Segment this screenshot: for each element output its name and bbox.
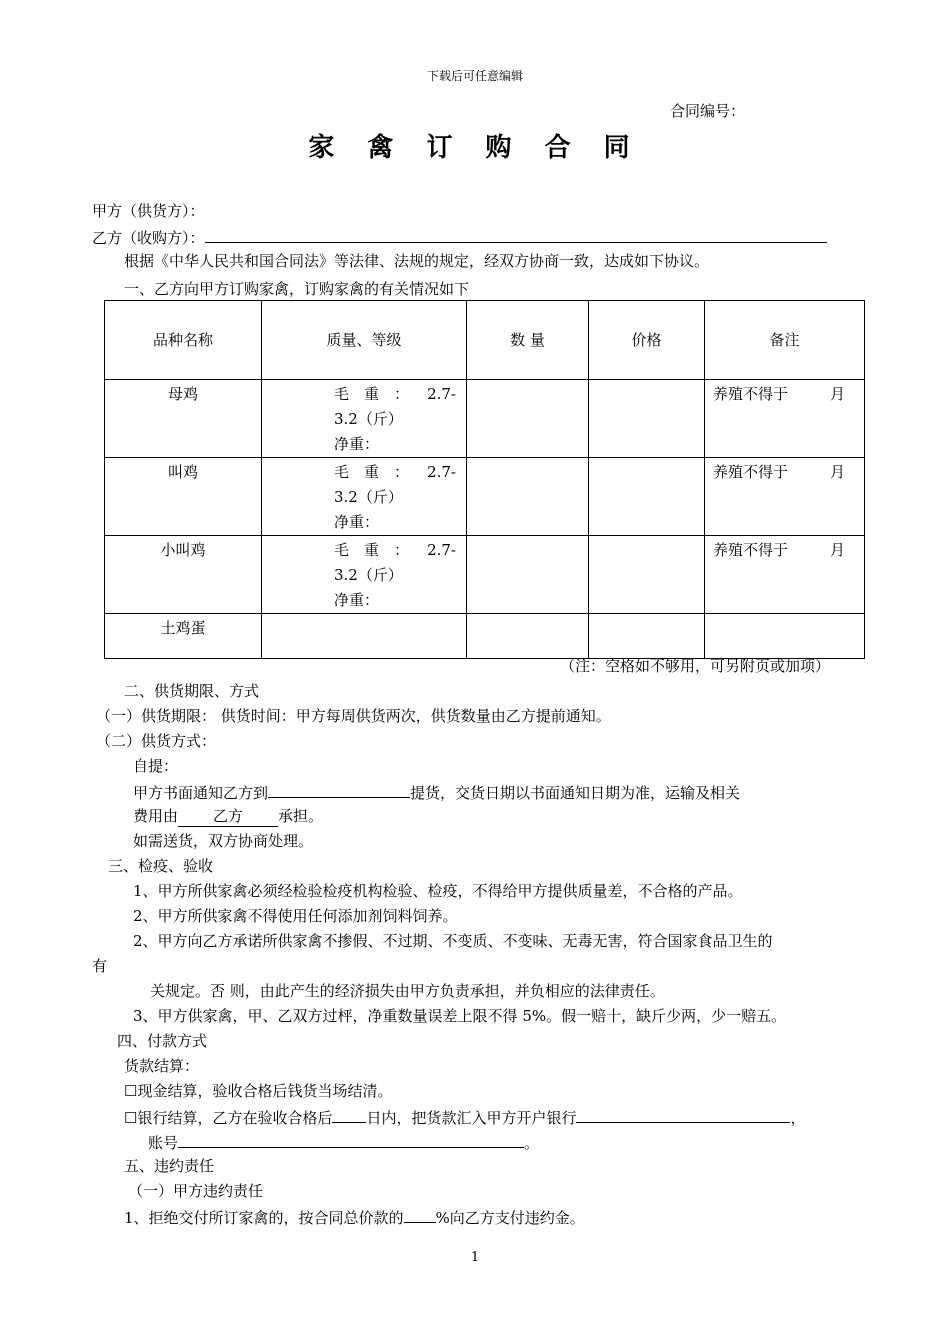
price-cell[interactable] bbox=[589, 458, 705, 536]
account-end: 。 bbox=[524, 1134, 540, 1152]
bank-settlement-line bbox=[124, 1106, 805, 1128]
payment-label: 货款结算： bbox=[124, 1057, 200, 1075]
net-weight-label: 净重： bbox=[334, 591, 380, 609]
clause-3-2: 2、甲方所供家禽不得使用任何添加剂饲料饲养。 bbox=[133, 907, 458, 925]
supply-method: （二）供货方式： bbox=[96, 732, 217, 750]
remark-month: 月 bbox=[829, 385, 845, 403]
days-blank[interactable] bbox=[332, 1106, 366, 1123]
section-1-heading: 一、乙方向甲方订购家禽，订购家禽的有关情况如下 bbox=[124, 280, 470, 298]
remarks-cell bbox=[705, 380, 865, 458]
table-header-row bbox=[105, 301, 865, 380]
clause-3-4: 3、甲方供家禽，甲、乙双方过枰，净重数量误差上限不得 5%。假一赔十，缺斤少两，少一赔五。 bbox=[133, 1007, 787, 1025]
pickup-line bbox=[133, 781, 740, 803]
table-row bbox=[105, 458, 865, 536]
cash-settlement-option[interactable]: ☐现金结算，验收合格后钱货当场结清。 bbox=[124, 1082, 393, 1100]
quantity-cell[interactable] bbox=[467, 614, 589, 659]
remark-month: 月 bbox=[829, 541, 845, 559]
order-table bbox=[104, 300, 865, 659]
gross-weight-label: 毛 重 ： bbox=[334, 385, 410, 403]
contract-number-label: 合同编号： bbox=[670, 102, 746, 120]
cost-line bbox=[133, 806, 323, 827]
header-remarks: 备注 bbox=[705, 301, 865, 380]
section-3-heading: 三、检疫、验收 bbox=[108, 857, 214, 875]
remark-text: 养殖不得于 bbox=[713, 541, 789, 559]
bank-text-b: 日内，把货款汇入甲方开户银行 bbox=[366, 1109, 577, 1127]
gross-weight-label: 毛 重 ： bbox=[334, 463, 410, 481]
price-cell[interactable] bbox=[589, 614, 705, 659]
net-weight-label: 净重： bbox=[334, 435, 380, 453]
variety-cell: 叫鸡 bbox=[105, 458, 262, 536]
pickup-text-b: 提货，交货日期以书面通知日期为准，运输及相关 bbox=[410, 784, 741, 802]
penalty-percent-blank[interactable] bbox=[404, 1206, 436, 1223]
intro-paragraph: 根据《中华人民共和国合同法》等法律、法规的规定，经双方协商一致，达成如下协议。 bbox=[124, 252, 710, 270]
header-quality: 质量、等级 bbox=[262, 301, 467, 380]
remarks-cell[interactable] bbox=[705, 614, 865, 659]
account-line bbox=[148, 1131, 539, 1153]
table-row bbox=[105, 380, 865, 458]
party-b-line bbox=[92, 226, 827, 248]
net-weight-label: 净重： bbox=[334, 513, 380, 531]
account-number-blank[interactable] bbox=[178, 1131, 524, 1148]
bank-text-c: ， bbox=[790, 1109, 806, 1127]
quantity-cell[interactable] bbox=[467, 380, 589, 458]
self-pickup-label: 自提： bbox=[133, 757, 179, 775]
variety-cell: 土鸡蛋 bbox=[105, 614, 262, 659]
header-note: 下载后可任意编辑 bbox=[426, 69, 523, 83]
section-5-heading: 五、违约责任 bbox=[124, 1157, 215, 1175]
header-variety: 品种名称 bbox=[105, 301, 262, 380]
clause-3-3-line3: 关规定。否 则，由此产生的经济损失由甲方负责承担，并负相应的法律责任。 bbox=[150, 982, 665, 1000]
remarks-cell bbox=[705, 536, 865, 614]
liability-text-a: 1、拒绝交付所订家禽的，按合同总价款的 bbox=[124, 1209, 404, 1227]
clause-3-3-line2: 有 bbox=[92, 957, 108, 975]
party-b-blank[interactable] bbox=[205, 226, 827, 243]
variety-cell: 母鸡 bbox=[105, 380, 262, 458]
price-cell[interactable] bbox=[589, 536, 705, 614]
variety-cell: 小叫鸡 bbox=[105, 536, 262, 614]
table-note: （注：空格如不够用，可另附页或加项） bbox=[560, 657, 831, 675]
remark-text: 养殖不得于 bbox=[713, 385, 789, 403]
pickup-text-a: 甲方书面通知乙方到 bbox=[133, 784, 269, 802]
quality-cell bbox=[262, 380, 467, 458]
header-quantity: 数 量 bbox=[467, 301, 589, 380]
liability-text-b: %向乙方支付违约金。 bbox=[435, 1209, 585, 1227]
clause-3-1: 1、甲方所供家禽必须经检验检疫机构检验、检疫，不得给甲方提供质量差，不合格的产品。 bbox=[133, 882, 743, 900]
header-price: 价格 bbox=[589, 301, 705, 380]
party-a-liability-heading: （一）甲方违约责任 bbox=[128, 1182, 264, 1200]
page-number: 1 bbox=[470, 1250, 480, 1265]
quality-cell bbox=[262, 458, 467, 536]
bank-settlement-option[interactable]: ☐银行结算，乙方在验收合格后 bbox=[124, 1109, 333, 1127]
gross-weight-range: 2.7- bbox=[427, 385, 456, 403]
table-row bbox=[105, 536, 865, 614]
price-cell[interactable] bbox=[589, 380, 705, 458]
weight-unit: 3.2（斤） bbox=[334, 488, 403, 506]
gross-weight-range: 2.7- bbox=[427, 541, 456, 559]
cost-party: 乙方 bbox=[178, 806, 278, 827]
table-row bbox=[105, 614, 865, 659]
cost-text-a: 费用由 bbox=[133, 807, 179, 825]
section-4-heading: 四、付款方式 bbox=[117, 1032, 208, 1050]
contract-title: 家 禽 订 购 合 同 bbox=[308, 133, 642, 163]
account-label: 账号 bbox=[148, 1134, 179, 1152]
weight-unit: 3.2（斤） bbox=[334, 566, 403, 584]
party-a-label: 甲方（供货方）： bbox=[92, 202, 205, 220]
liability-clause-1 bbox=[124, 1206, 585, 1228]
remark-text: 养殖不得于 bbox=[713, 463, 789, 481]
remarks-cell bbox=[705, 458, 865, 536]
clause-3-3-line1: 2、甲方向乙方承诺所供家禽不掺假、不过期、不变质、不变味、无毒无害，符合国家食品卫生的 bbox=[133, 932, 773, 950]
gross-weight-label: 毛 重 ： bbox=[334, 541, 410, 559]
quality-cell bbox=[262, 536, 467, 614]
quantity-cell[interactable] bbox=[467, 536, 589, 614]
quantity-cell[interactable] bbox=[467, 458, 589, 536]
delivery-note: 如需送货，双方协商处理。 bbox=[133, 832, 314, 850]
cost-text-b: 承担。 bbox=[278, 807, 324, 825]
section-2-heading: 二、供货期限、方式 bbox=[124, 682, 260, 700]
weight-unit: 3.2（斤） bbox=[334, 410, 403, 428]
party-b-label: 乙方（收购方）： bbox=[92, 229, 205, 247]
quality-cell[interactable] bbox=[262, 614, 467, 659]
remark-month: 月 bbox=[829, 463, 845, 481]
pickup-location-blank[interactable] bbox=[268, 781, 410, 798]
supply-period: （一）供货期限： 供货时间：甲方每周供货两次，供货数量由乙方提前通知。 bbox=[96, 707, 611, 725]
bank-name-blank[interactable] bbox=[576, 1106, 790, 1123]
gross-weight-range: 2.7- bbox=[427, 463, 456, 481]
